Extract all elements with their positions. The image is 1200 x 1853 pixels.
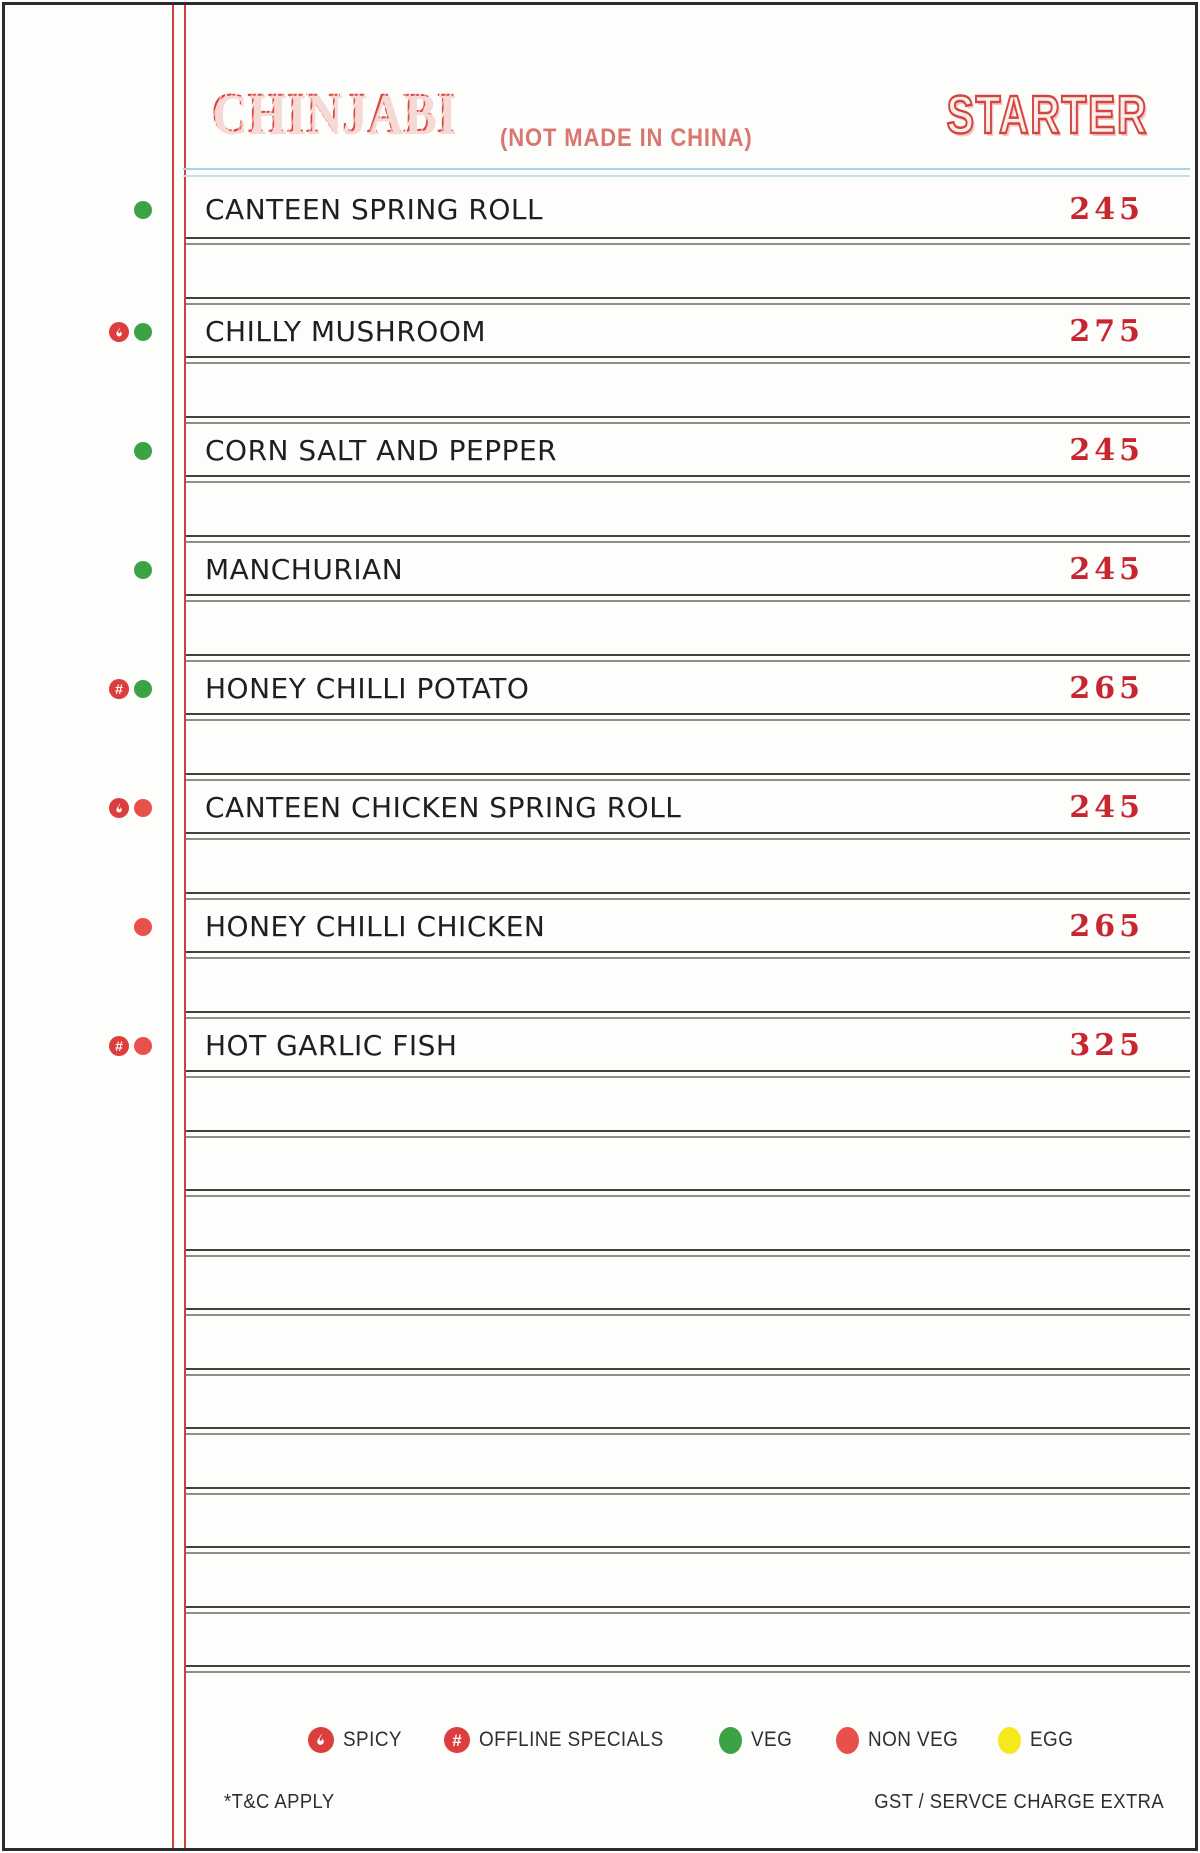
menu-item-price: 245 <box>1069 790 1144 825</box>
veg-dot-icon <box>134 201 152 219</box>
ruled-line <box>186 1487 1190 1495</box>
nonveg-dot-icon <box>134 918 152 936</box>
ruled-line <box>186 1665 1190 1673</box>
menu-item-row <box>187 1016 1190 1075</box>
spicy-icon <box>109 322 129 342</box>
legend-label: EGG <box>1030 1728 1074 1751</box>
legend-item-egg <box>998 1725 1078 1755</box>
charges-note: GST / SERVCE CHARGE EXTRA <box>874 1791 1164 1813</box>
menu-item-price: 245 <box>1069 433 1144 468</box>
nonveg-dot-icon <box>134 799 152 817</box>
menu-item-badges <box>92 441 152 461</box>
veg-dot-icon <box>134 680 152 698</box>
ruled-line <box>186 1130 1190 1138</box>
menu-item-row <box>187 302 1190 361</box>
spicy-icon <box>109 798 129 818</box>
legend-label: OFFLINE SPECIALS <box>479 1728 664 1751</box>
brand-tagline: (NOT MADE IN CHINA) <box>500 124 753 152</box>
veg-dot-icon <box>134 561 152 579</box>
legend-label: NON VEG <box>868 1728 959 1751</box>
legend-label: SPICY <box>343 1728 402 1751</box>
offline-specials-icon: # <box>109 1036 129 1056</box>
menu-item-price: 265 <box>1069 671 1144 706</box>
veg-dot-icon <box>719 1727 742 1754</box>
ruled-line <box>186 1249 1190 1257</box>
brand-title: CHINJABI <box>211 80 456 145</box>
legend-label: VEG <box>751 1728 793 1751</box>
menu-item-price: 325 <box>1069 1028 1144 1063</box>
menu-item-badges <box>92 917 152 937</box>
offline-specials-hash-icon: # <box>444 1727 470 1753</box>
legend-item-spicy <box>308 1725 409 1755</box>
nonveg-dot-icon <box>134 1037 152 1055</box>
menu-item-badges <box>92 322 152 342</box>
menu-item-price: 265 <box>1069 909 1144 944</box>
ruled-line <box>186 1368 1190 1376</box>
menu-item-badges <box>92 1036 152 1056</box>
egg-dot-icon <box>998 1727 1021 1754</box>
legend-item-offline-specials <box>444 1725 684 1755</box>
header-divider-rule <box>183 168 1190 177</box>
terms-note: *T&C APPLY <box>224 1791 335 1813</box>
veg-dot-icon <box>134 323 152 341</box>
menu-item-price: 245 <box>1069 192 1144 227</box>
menu-item-price: 275 <box>1069 314 1144 349</box>
menu-item-badges <box>92 200 152 220</box>
menu-item-name: HONEY CHILLI CHICKEN <box>205 910 546 943</box>
spicy-flame-icon <box>308 1727 334 1753</box>
menu-item-badges <box>92 798 152 818</box>
menu-item-name: CANTEEN SPRING ROLL <box>205 193 544 226</box>
offline-specials-icon: # <box>109 679 129 699</box>
menu-item-row <box>187 778 1190 837</box>
menu-item-name: CANTEEN CHICKEN SPRING ROLL <box>205 791 682 824</box>
ruled-line <box>186 1308 1190 1316</box>
veg-dot-icon <box>134 442 152 460</box>
menu-item-row <box>187 897 1190 956</box>
menu-item-name: CORN SALT AND PEPPER <box>205 434 558 467</box>
menu-item-row <box>187 421 1190 480</box>
left-margin-rule-inner <box>184 5 186 1848</box>
menu-item-name: CHILLY MUSHROOM <box>205 315 487 348</box>
ruled-line <box>186 1427 1190 1435</box>
menu-item-badges <box>92 560 152 580</box>
ruled-line <box>186 1546 1190 1554</box>
legend-item-nonveg <box>836 1725 968 1755</box>
menu-item-name: MANCHURIAN <box>205 553 404 586</box>
ruled-line <box>186 1189 1190 1197</box>
menu-item-row <box>187 540 1190 599</box>
menu-item-row <box>187 659 1190 718</box>
nonveg-dot-icon <box>836 1727 859 1754</box>
ruled-line <box>186 1606 1190 1614</box>
section-title: STARTER <box>946 85 1148 145</box>
menu-item-name: HONEY CHILLI POTATO <box>205 672 530 705</box>
left-margin-rule-outer <box>172 5 174 1848</box>
legend-item-veg <box>719 1725 797 1755</box>
menu-item-name: HOT GARLIC FISH <box>205 1029 458 1062</box>
menu-item-price: 245 <box>1069 552 1144 587</box>
menu-item-badges <box>92 679 152 699</box>
menu-item-row <box>187 177 1190 242</box>
